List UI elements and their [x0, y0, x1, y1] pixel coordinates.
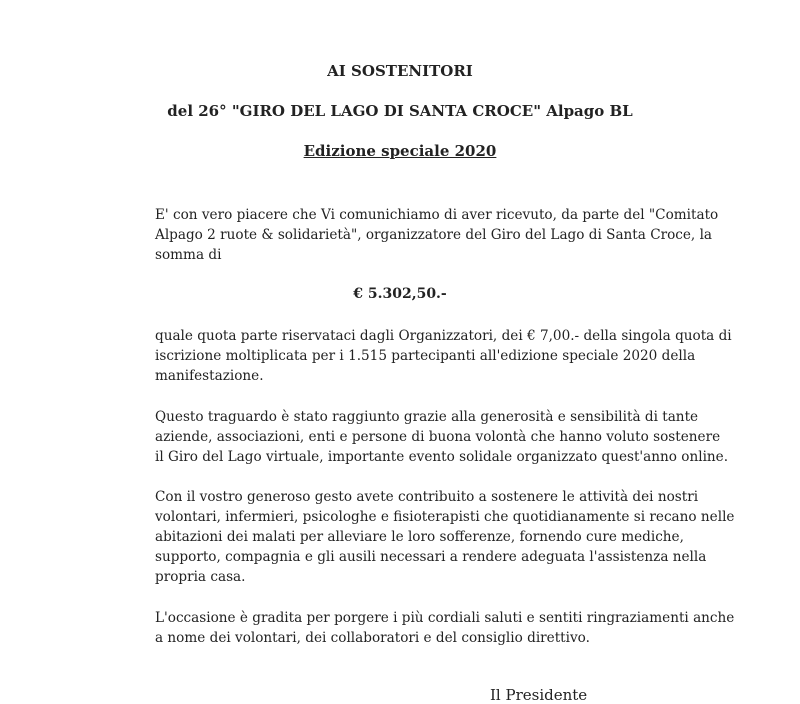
text-line: volontari, infermieri, psicologhe e fisioterapisti che quotidianamente si recano nelle [155, 509, 735, 525]
title-recipients: AI SOSTENITORI [327, 62, 473, 80]
text-line: il Giro del Lago virtuale, importante evento solidale organizzato quest'anno online. [155, 449, 729, 465]
text-line: somma di [155, 247, 222, 263]
text-line: Questo traguardo è stato raggiunto grazie alla generosità e sensibilità di tante [155, 409, 699, 425]
text-line: supporto, compagnia e gli ausili necessari a rendere adeguata l'assistenza nella [155, 549, 707, 565]
text-line: Alpago 2 ruote & solidarietà", organizzatore del Giro del Lago di Santa Croce, la [155, 227, 713, 243]
text-line: propria casa. [155, 569, 246, 585]
text-line: E' con vero piacere che Vi comunichiamo di aver ricevuto, da parte del "Comitato [155, 207, 719, 223]
text-line: Con il vostro generoso gesto avete contribuito a sostenere le attività dei nostri [155, 489, 699, 505]
text-line: a nome dei volontari, dei collaboratori e del consiglio direttivo. [155, 630, 590, 646]
text-line: abitazioni dei malati per alleviare le loro sofferenze, fornendo cure mediche, [155, 529, 684, 545]
paragraph-goal [155, 407, 729, 467]
text-line: iscrizione moltiplicata per i 1.515 partecipanti all'edizione speciale 2020 della [155, 348, 696, 364]
title-event: del 26° "GIRO DEL LAGO DI SANTA CROCE" Alpago BL [167, 102, 633, 120]
title-edition: Edizione speciale 2020 [303, 142, 497, 160]
donation-amount: € 5.302,50.- [353, 286, 447, 302]
paragraph-activities [155, 487, 735, 587]
text-line: L'occasione è gradita per porgere i più cordiali saluti e sentiti ringraziamenti anche [155, 610, 735, 626]
text-line: quale quota parte riservataci dagli Organizzatori, dei € 7,00.- della singola quota di [155, 328, 732, 344]
paragraph-intro [155, 205, 719, 265]
text-line: aziende, associazioni, enti e persone di buona volontà che hanno voluto sostenere [155, 429, 721, 445]
paragraph-quota [155, 326, 732, 386]
text-line: manifestazione. [155, 368, 264, 384]
signature-title: Il Presidente [490, 686, 588, 704]
paragraph-closing [155, 608, 735, 648]
